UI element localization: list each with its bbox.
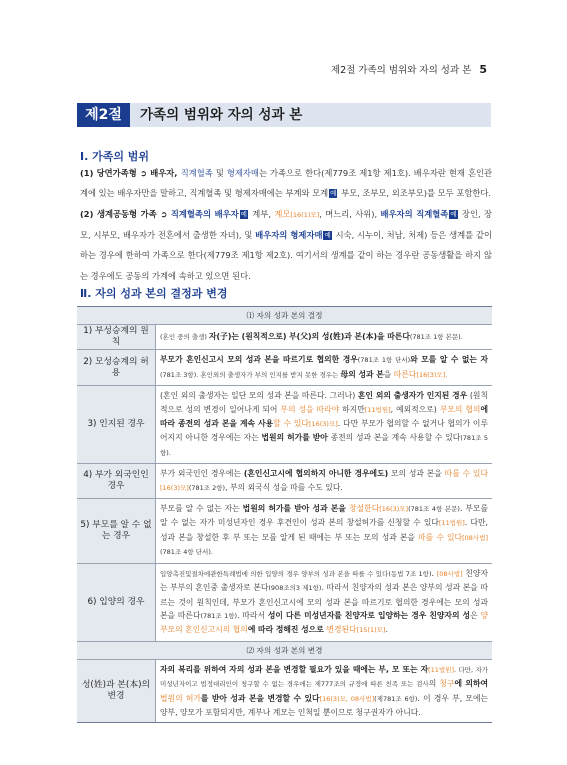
cell-text: 은: [470, 610, 481, 620]
cell-text: (908조의3 제1항): [268, 584, 322, 593]
cell-highlight: 부의 성을 따라야: [280, 404, 340, 414]
cell-text: 모의 성과 본을: [388, 469, 445, 479]
row-content: [156, 325, 492, 349]
cell-highlight: 변경된다: [326, 625, 357, 635]
cell-bold: 성이 다른 미성년자를 친양자로 입양하는 경우 친양자의 성: [267, 610, 471, 620]
cell-highlight: 따를 수 있다: [418, 532, 463, 542]
table-row: [77, 564, 492, 642]
cell-text: (혼인 중의 출생): [160, 333, 209, 341]
p1-lead: (1) 당연가족형 ➲ 배우자,: [80, 168, 181, 178]
cell-text: 부모를 알 수 없는 자는: [160, 504, 243, 514]
cell-bold: 법원의 허가를 받아: [261, 433, 328, 443]
exam-ref: [16(3)모].: [416, 370, 448, 379]
cell-highlight: 따른다: [393, 369, 417, 379]
cell-highlight: 부모의 협의: [439, 404, 481, 414]
paragraph-natural-family: [80, 163, 492, 203]
exam-ref: [16(3)모, 08사법]: [319, 694, 375, 703]
cell-bold: 자의 복리를 위하여 자의 성과 본을 변경할 필요가 있을 때에는 부, 모 또는 자: [160, 664, 429, 674]
row-label: 5) 부모를 알 수 없는 경우: [77, 499, 156, 563]
exam-ref: [16(3)모]: [379, 505, 409, 514]
row-label: 성(姓)과 본(本)의 변경: [77, 660, 156, 723]
exam-ref: [11법원]: [364, 405, 391, 414]
p2-text: 계부,: [248, 209, 275, 219]
p2-term: 배우자의 직계혈족: [380, 209, 449, 219]
row-content: [156, 386, 492, 463]
cell-text: (781조 4항 본문): [408, 505, 460, 514]
cell-highlight: 청구: [439, 679, 455, 689]
row-label: 6) 입양의 경우: [77, 564, 156, 641]
exam-ref: [16(3)모]: [308, 420, 338, 429]
row-content: [156, 660, 492, 723]
cell-bold: 와 모를 알 수 없는 자: [410, 355, 488, 365]
cell-text: . 다만 부모가 협의할 수 없거나 협의가 이루어지지 아니한 경우에는 자는: [160, 419, 488, 443]
cell-bold: 에 의하여: [454, 679, 489, 689]
cell-text: 입양촉진및절차에관한특례법에 의한 입양의 경우 양부의 성과 본을 따를 수 있다: [160, 569, 389, 578]
cell-highlight: 할 수 있다: [273, 419, 309, 429]
cell-bold: 에 따라 종전의 성과 본을 계속 사용: [160, 404, 489, 429]
table-row: [77, 386, 492, 464]
cell-text: , 예외적으로): [390, 404, 440, 414]
cell-bold: 를 받아 성과 본을 변경할 수 있다: [200, 693, 320, 703]
cell-text: 하지만: [339, 404, 365, 414]
exam-ref: [16(3)모]: [160, 483, 189, 492]
table-row: [77, 324, 492, 350]
p1-term-siblings: 형제자매: [226, 168, 259, 178]
cell-text: (781조 1항 본문).: [409, 333, 463, 341]
cell-text: 종전의 성과 본을 계속 사용할 수 있다: [327, 433, 461, 443]
section-banner: [77, 103, 491, 127]
cell-text: (781조 1항): [200, 611, 238, 620]
cell-text: . 따라서 친양자의 성과 본은 양부의 성과 본을 따르는 것이 원칙인데, 부모가 혼인신고시에 모의 성과 본을 따르기로 협의한 경우에는 모의 성과 본을 따른다: [160, 583, 488, 620]
cell-bold: 자(子)는 (원칙적으로) 부(父)의 성(姓)과 본(本)을 따른다: [208, 332, 410, 341]
cell-text: (원칙적으로 성의 변경이 일어나게 되어: [160, 391, 488, 414]
cell-text: , 부의 외국식 성을 따를 수도 있다.: [225, 482, 343, 492]
p2-text: 장인, 장모, 시부모, 배우자가 전혼에서 출생한 자녀), 및: [80, 209, 492, 241]
cell-highlight: 양부모의 혼인신고시의 협의: [160, 610, 489, 635]
cell-text: . 이 경우 부, 모에는 양부, 양모가 포함되지만, 계부나 계모는 인척일 뿐이므로 청구권자가 아니다.: [160, 693, 489, 717]
cell-text: 부가 외국인인 경우에는: [160, 469, 244, 479]
cell-text: . 부모를 알 수 없는 자가 미성년자인 경우 후견인이 성과 본의 창설허가를 신청할 수 있다: [160, 504, 488, 528]
row-content: [156, 464, 492, 498]
cell-text: 친양자는 부부의 혼인중 출생자로 본다: [160, 568, 488, 593]
cell-text: (제781조 6항): [374, 694, 418, 703]
table-caption-decision: ⑴ 자의 성과 본의 결정: [77, 306, 492, 324]
cell-text: (781조 4항 단서).: [160, 548, 213, 557]
cell-bold: 母의 성과 본: [340, 369, 384, 379]
running-header: [331, 62, 487, 76]
p2-text: , 며느리, 사위),: [319, 209, 381, 219]
cell-text: .: [431, 568, 437, 578]
example-badge: 예: [324, 231, 331, 240]
p2-lead: (2) 생계공동형 가족 ➲: [80, 209, 171, 219]
page-number: 5: [479, 63, 487, 76]
p1-text: 는 가족으로 한다(제779조 제1항 제1호). 배우자란 현재 혼인관계에 있는 배우자만을 말하고, 직계혈족 및 형제자매에는 부계와 모계: [80, 168, 492, 199]
cell-text: (781조 3항). 혼인외의 출생자가 부의 인지를 받지 못한 경우는: [160, 370, 341, 379]
example-badge: 예: [330, 189, 337, 198]
cell-text: 을: [383, 369, 394, 379]
table-caption-change: ⑵ 자의 성과 본의 변경: [77, 642, 492, 659]
example-badge: 예: [240, 210, 247, 218]
p1-term-lineal: 직계혈족: [180, 168, 213, 178]
cell-highlight: 창설한다: [349, 504, 380, 514]
cell-text: (781조 5항).: [160, 434, 488, 457]
exam-ref: [08사법]: [436, 569, 463, 578]
heading-family-scope: Ⅰ. 가족의 범위: [80, 150, 150, 163]
row-label: 4) 부가 외국인인 경우: [77, 464, 156, 498]
p2-highlight: 계모: [274, 209, 291, 219]
cell-highlight: 법원의 허가: [160, 693, 201, 703]
paragraph-livelihood-family: [80, 204, 492, 286]
table-row: [77, 659, 492, 724]
table-row: [77, 499, 492, 564]
cell-text: .: [385, 625, 388, 635]
section-title: 가족의 범위와 자의 성과 본: [140, 107, 303, 123]
cell-text: . 다만, 성과 본을 창설한 후 부 또는 모를 알게 된 때에는 부 또는 모의 성과 본을: [160, 518, 488, 542]
heading-surname-origin: Ⅱ. 자의 성과 본의 결정과 변경: [80, 287, 228, 300]
cell-bold: 혼인 외의 출생자가 인지된 경우: [357, 391, 468, 401]
cell-highlight: 따를 수 있다: [444, 469, 488, 479]
exam-ref: [08사법]: [462, 533, 488, 542]
p2-term: 배우자의 형제자매: [255, 230, 323, 241]
example-badge: 예: [450, 210, 457, 218]
cell-text: (781조 1항 단서): [357, 356, 411, 365]
cell-bold: 에 따라 정해진 성으로: [247, 625, 327, 635]
exam-ref: [15(1)모]: [356, 626, 386, 635]
chapter-title: 제2절 가족의 범위와 자의 성과 본: [330, 65, 472, 76]
cell-bold: 법원의 허가를 받아 성과 본을: [242, 504, 350, 514]
row-label: 2) 모성승계의 허용: [77, 350, 156, 385]
p2-text: 시숙, 시누이, 처남, 처제) 등은 생계를 같이 하는 경우에 한하여 가족으로 한다(제779조 제1항 제2호). 여기서의 생계를 같이 하는 경우란 공동생활을 하지 않는 경우에도 공동의 가계에 속하고 있으면 된다.: [80, 230, 492, 281]
cell-bold: 부모가 혼인신고시 모의 성과 본을 따르기로 협의한 경우: [160, 355, 358, 365]
p2-term: 직계혈족의 배우자: [170, 209, 239, 219]
row-content: [156, 564, 492, 641]
row-content: [156, 350, 492, 385]
cell-bold: (혼인신고시에 협의하지 아니한 경우에도): [243, 469, 389, 479]
p1-text: 및: [212, 168, 227, 178]
p1-text: 부모, 조부모, 외조부모)를 모두 포함한다.: [338, 188, 492, 199]
table-row: [77, 464, 492, 499]
cell-text: . 다만, 자가 미성년자이고 법정대리인이 청구할 수 없는 경우에는 제777조의 규정에 따른 친족 또는 검사: [160, 665, 488, 689]
exam-ref: [11법원]: [428, 665, 455, 674]
surname-table: [77, 306, 492, 723]
cell-text: . 따라서: [237, 610, 268, 620]
row-label: 1) 부성승계의 원칙: [77, 325, 156, 349]
row-content: [156, 499, 492, 563]
row-label: 3) 인지된 경우: [77, 386, 156, 463]
cell-text: 의: [428, 679, 440, 689]
exam-ref: [16(1)모]: [290, 211, 320, 219]
section-number: 제2절: [77, 103, 130, 127]
exam-ref: [11법원]: [438, 519, 465, 528]
cell-text: (781조 2항): [188, 483, 226, 492]
cell-text: (동법 7조 1항): [388, 569, 432, 578]
table-row: [77, 350, 492, 386]
cell-text: (혼인 외의 출생자는 일단 모의 성과 본을 따른다. 그러나): [160, 391, 358, 401]
